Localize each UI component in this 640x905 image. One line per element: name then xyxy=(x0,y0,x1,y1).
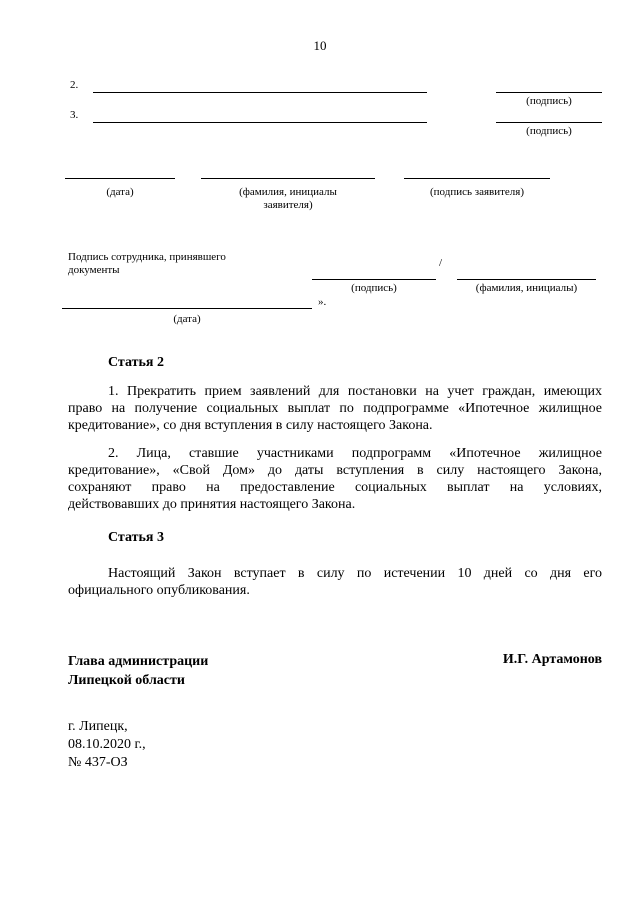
employee-signature-line xyxy=(312,279,436,280)
article2-p2-line4: действовавших до принятия настоящего Закона. xyxy=(68,497,356,512)
applicant-date-caption: (дата) xyxy=(106,186,134,198)
signature-title-line2: Липецкой области xyxy=(68,673,185,688)
applicant-name-caption-line2: заявителя) xyxy=(263,199,313,211)
applicant-signature-line xyxy=(404,178,550,179)
employee-name-line xyxy=(457,279,596,280)
signature-title xyxy=(68,652,208,690)
article2-paragraph1 xyxy=(68,383,602,434)
footer-city: г. Липецк, xyxy=(68,719,128,734)
article2-p1-line3: кредитование», со дня вступления в силу настоящего Закона. xyxy=(68,418,433,433)
employee-label-line1: Подпись сотрудника, принявшего xyxy=(68,251,226,263)
signatory-name-line-3 xyxy=(93,122,427,123)
signature-name: И.Г. Артамонов xyxy=(502,652,602,667)
employee-label-line2: документы xyxy=(68,264,120,276)
signatory-name-line-2 xyxy=(93,92,427,93)
signatory-sign-line-3 xyxy=(496,122,602,123)
article2-paragraph2 xyxy=(68,445,602,513)
applicant-date-line xyxy=(65,178,175,179)
applicant-name-caption xyxy=(201,186,375,212)
applicant-name-line xyxy=(201,178,375,179)
signatory-sign-line-2 xyxy=(496,92,602,93)
employee-name-caption: (фамилия, инициалы) xyxy=(475,282,578,294)
employee-label xyxy=(68,251,226,277)
employee-date-line xyxy=(62,308,312,309)
article3-paragraph1 xyxy=(68,565,602,599)
article3-p1-line2: официального опубликования. xyxy=(68,583,250,598)
article2-heading: Статья 2 xyxy=(108,355,164,370)
article2-p2-line2: кредитование», «Свой Дом» до даты вступления в силу настоящего Закона, xyxy=(68,463,602,478)
signatory-sign-caption-2: (подпись) xyxy=(526,95,572,107)
signatory-number-2: 2. xyxy=(70,79,79,91)
article3-heading: Статья 3 xyxy=(108,530,164,545)
article2-p2-line3: сохраняют право на предоставление социальных выплат на условиях, xyxy=(68,480,602,495)
article2-p2-line1: 2. Лица, ставшие участниками подпрограмм «Ипотечное жилищное xyxy=(108,446,602,461)
article2-p1-line2: право на получение социальных выплат по подпрограмме «Ипотечное жилищное xyxy=(68,401,602,416)
signatory-sign-caption-3: (подпись) xyxy=(526,125,572,137)
applicant-name-caption-line1: (фамилия, инициалы xyxy=(239,186,337,198)
article3-p1-line1: Настоящий Закон вступает в силу по истечении 10 дней со дня его xyxy=(108,566,602,581)
page-number: 10 xyxy=(313,38,327,53)
article2-p1-line1: 1. Прекратить прием заявлений для постановки на учет граждан, имеющих xyxy=(108,384,602,399)
employee-closing-quote: ». xyxy=(318,296,327,308)
employee-slash: / xyxy=(439,257,443,269)
applicant-signature-caption: (подпись заявителя) xyxy=(429,186,525,198)
footer-block xyxy=(68,718,146,772)
footer-date: 08.10.2020 г., xyxy=(68,737,146,752)
employee-date-caption: (дата) xyxy=(173,313,201,325)
signature-title-line1: Глава администрации xyxy=(68,654,209,669)
employee-signature-caption: (подпись) xyxy=(351,282,397,294)
footer-number: № 437-ОЗ xyxy=(68,755,128,770)
signatory-number-3: 3. xyxy=(70,109,79,121)
